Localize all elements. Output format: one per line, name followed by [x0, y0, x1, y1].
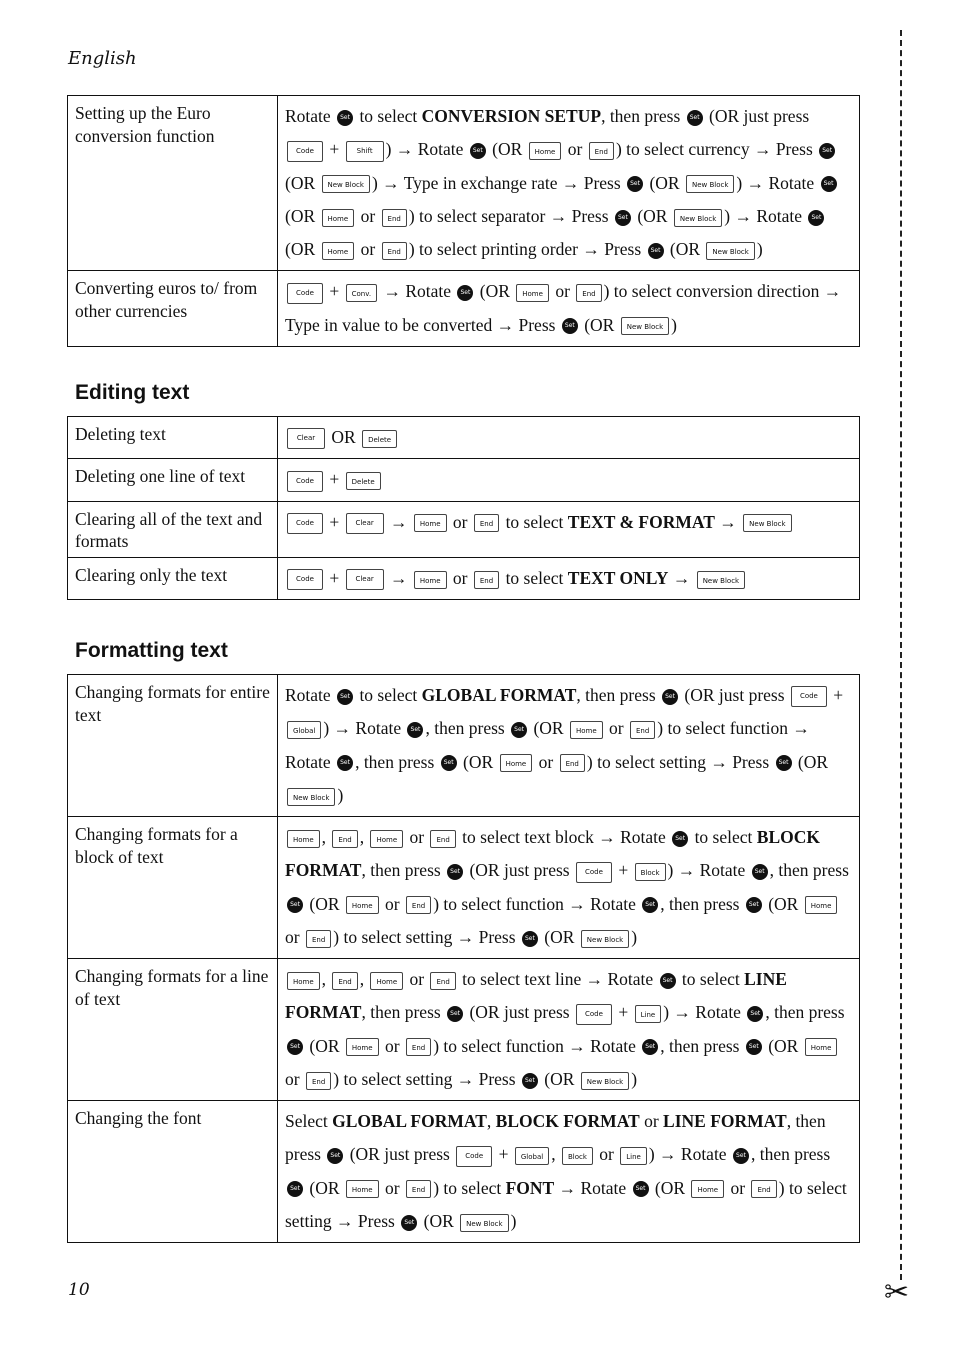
end-key-icon: End [430, 830, 455, 848]
set-button-icon: Set [672, 831, 688, 847]
row-label: Changing formats for entire text [68, 675, 278, 817]
row-label: Changing the font [68, 1101, 278, 1243]
set-button-icon: Set [401, 1215, 417, 1231]
home-key-icon: Home [691, 1180, 724, 1198]
table-row [68, 558, 860, 600]
set-button-icon: Set [642, 897, 658, 913]
home-key-icon: Home [370, 830, 403, 848]
formatting-text-table [67, 674, 860, 1243]
set-button-icon: Set [648, 243, 664, 259]
euro-conversion-table [67, 95, 860, 347]
end-key-icon: End [576, 284, 601, 302]
set-button-icon: Set [457, 285, 473, 301]
home-key-icon: Home [346, 896, 379, 914]
clear-key-icon: Clear [287, 428, 325, 449]
set-button-icon: Set [327, 1148, 343, 1164]
page-number: 10 [68, 1280, 90, 1300]
set-button-icon: Set [687, 110, 703, 126]
home-key-icon: Home [370, 972, 403, 990]
row-instructions: Home , End , Home or End to select text block → Rotate Set to select BLOCK FORMAT, then press Set (OR just press Code + Block ) → Rotate Set , then press Set (OR Home or End ) to select function → Rotate Set , then press Set (OR Home or End ) to select setting → Press Set (OR New Block ) [278, 817, 860, 959]
new-block-key-icon: New Block [743, 514, 791, 532]
set-button-icon: Set [337, 689, 353, 705]
delete-key-icon: Delete [346, 472, 381, 490]
editing-text-heading: Editing text [75, 381, 190, 404]
home-key-icon: Home [414, 571, 447, 589]
keyword: LINE FORMAT [663, 1111, 787, 1131]
end-key-icon: End [751, 1180, 776, 1198]
new-block-key-icon: New Block [581, 930, 629, 948]
home-key-icon: Home [346, 1180, 379, 1198]
end-key-icon: End [406, 896, 431, 914]
keyword: GLOBAL FORMAT [421, 685, 577, 705]
home-key-icon: Home [287, 972, 320, 990]
end-key-icon: End [406, 1180, 431, 1198]
code-key-icon: Code [287, 569, 323, 590]
new-block-key-icon: New Block [581, 1072, 629, 1090]
code-key-icon: Code [791, 686, 827, 707]
keyword: FONT [505, 1177, 555, 1198]
set-button-icon: Set [808, 210, 824, 226]
row-label: Deleting one line of text [68, 459, 278, 501]
new-block-key-icon: New Block [706, 242, 754, 260]
end-key-icon: End [474, 514, 499, 532]
home-key-icon: Home [287, 830, 320, 848]
keyword: CONVERSION SETUP [421, 106, 602, 126]
code-key-icon: Code [287, 283, 323, 304]
row-label: Deleting text [68, 417, 278, 459]
set-button-icon: Set [819, 143, 835, 159]
new-block-key-icon: New Block [621, 317, 669, 335]
set-button-icon: Set [470, 143, 486, 159]
table-row [68, 501, 860, 558]
home-key-icon: Home [805, 1038, 838, 1056]
table-row [68, 417, 860, 459]
keyword: GLOBAL FORMAT [332, 1111, 487, 1131]
end-key-icon: End [589, 142, 614, 160]
scissors-icon: ✂ [884, 1275, 910, 1310]
row-label: Clearing all of the text and formats [68, 501, 278, 558]
end-key-icon: End [382, 209, 407, 227]
cut-line [900, 30, 902, 1280]
row-instructions: Home , End , Home or End to select text line → Rotate Set to select LINE FORMAT, then press Set (OR just press Code + Line ) → Rotate Set , then press Set (OR Home or End ) to select function → Rotate Set , then press Set (OR Home or End ) to select setting → Press Set (OR New Block ) [278, 959, 860, 1101]
set-button-icon: Set [776, 755, 792, 771]
row-instructions: Select GLOBAL FORMAT, BLOCK FORMAT or LINE FORMAT, then press Set (OR just press Code + Global , Block or Line ) → Rotate Set , then press Set (OR Home or End ) to select FONT → Rotate Set (OR Home or End ) to select setting → Press Set (OR New Block ) [278, 1101, 860, 1243]
new-block-key-icon: New Block [697, 571, 745, 589]
set-button-icon: Set [821, 176, 837, 192]
table-row [68, 271, 860, 347]
keyword: BLOCK FORMAT [285, 827, 820, 881]
table-row [68, 1101, 860, 1243]
set-button-icon: Set [642, 1039, 658, 1055]
global-key-icon: Global [515, 1147, 549, 1165]
home-key-icon: Home [322, 242, 355, 260]
home-key-icon: Home [346, 1038, 379, 1056]
table-row [68, 959, 860, 1101]
home-key-icon: Home [322, 209, 355, 227]
code-key-icon: Code [576, 1004, 612, 1025]
row-label: Changing formats for a block of text [68, 817, 278, 959]
set-button-icon: Set [627, 176, 643, 192]
keyword: BLOCK FORMAT [495, 1111, 640, 1131]
set-button-icon: Set [441, 755, 457, 771]
row-instructions: Code + Clear → Home or End to select TEXT & FORMAT → New Block [278, 501, 860, 558]
delete-key-icon: Delete [362, 430, 397, 448]
home-key-icon: Home [516, 284, 549, 302]
set-button-icon: Set [660, 973, 676, 989]
keyword: TEXT ONLY [567, 568, 669, 588]
set-button-icon: Set [747, 1006, 763, 1022]
end-key-icon: End [306, 930, 331, 948]
end-key-icon: End [382, 242, 407, 260]
shift-key-icon: Shift [346, 141, 384, 162]
row-instructions: Clear OR Delete [278, 417, 860, 459]
line-key-icon: Line [635, 1005, 662, 1023]
home-key-icon: Home [570, 721, 603, 739]
new-block-key-icon: New Block [460, 1214, 508, 1232]
end-key-icon: End [406, 1038, 431, 1056]
set-button-icon: Set [447, 864, 463, 880]
set-button-icon: Set [511, 722, 527, 738]
home-key-icon: Home [529, 142, 562, 160]
row-instructions: Rotate Set to select CONVERSION SETUP, then press Set (OR just press Code + Shift ) → Rotate Set (OR Home or End ) to select currency → Press Set (OR New Block ) → Type in exchange rate → Press Set (OR New Block ) → Rotate Set (OR Home or End ) to select separator → Press Set (OR New Block ) → Rotate Set (OR Home or End ) to select printing order → Press Set (OR New Block ) [278, 96, 860, 271]
set-button-icon: Set [746, 1039, 762, 1055]
end-key-icon: End [560, 754, 585, 772]
set-button-icon: Set [746, 897, 762, 913]
set-button-icon: Set [522, 1073, 538, 1089]
end-key-icon: End [332, 972, 357, 990]
set-button-icon: Set [287, 1181, 303, 1197]
set-button-icon: Set [407, 722, 423, 738]
new-block-key-icon: New Block [322, 175, 370, 193]
set-button-icon: Set [337, 755, 353, 771]
code-key-icon: Code [287, 513, 323, 534]
code-key-icon: Code [287, 141, 323, 162]
row-label: Changing formats for a line of text [68, 959, 278, 1101]
set-button-icon: Set [633, 1181, 649, 1197]
home-key-icon: Home [805, 896, 838, 914]
end-key-icon: End [306, 1072, 331, 1090]
set-button-icon: Set [522, 931, 538, 947]
row-label: Converting euros to/ from other currencies [68, 271, 278, 347]
keyword: TEXT & FORMAT [567, 511, 715, 532]
end-key-icon: End [630, 721, 655, 739]
row-label: Clearing only the text [68, 558, 278, 600]
language-label: English [68, 48, 137, 69]
clear-key-icon: Clear [346, 569, 384, 590]
table-row [68, 675, 860, 817]
row-instructions: Code + Delete [278, 459, 860, 501]
set-button-icon: Set [752, 864, 768, 880]
home-key-icon: Home [414, 514, 447, 532]
table-row [68, 817, 860, 959]
end-key-icon: End [430, 972, 455, 990]
block-key-icon: Block [562, 1147, 593, 1165]
set-button-icon: Set [447, 1006, 463, 1022]
set-button-icon: Set [287, 897, 303, 913]
end-key-icon: End [474, 571, 499, 589]
new-block-key-icon: New Block [287, 788, 335, 806]
formatting-text-heading: Formatting text [75, 639, 228, 662]
table-row [68, 96, 860, 271]
row-instructions: Code + Clear → Home or End to select TEXT ONLY → New Block [278, 558, 860, 600]
set-button-icon: Set [615, 210, 631, 226]
set-button-icon: Set [733, 1148, 749, 1164]
table-row [68, 459, 860, 501]
block-key-icon: Block [635, 863, 666, 881]
conv-key-icon: Conv. [346, 284, 377, 302]
home-key-icon: Home [500, 754, 533, 772]
code-key-icon: Code [576, 862, 612, 883]
new-block-key-icon: New Block [674, 209, 722, 227]
line-key-icon: Line [620, 1147, 647, 1165]
row-instructions: Code + Conv. → Rotate Set (OR Home or End ) to select conversion direction → Type in value to be converted → Press Set (OR New Block ) [278, 271, 860, 347]
set-button-icon: Set [562, 318, 578, 334]
code-key-icon: Code [456, 1146, 492, 1167]
clear-key-icon: Clear [346, 513, 384, 534]
row-instructions: Rotate Set to select GLOBAL FORMAT, then press Set (OR just press Code + Global ) → Rotate Set , then press Set (OR Home or End ) to select function → Rotate Set , then press Set (OR Home or End ) to select setting → Press Set (OR New Block ) [278, 675, 860, 817]
set-button-icon: Set [662, 689, 678, 705]
set-button-icon: Set [287, 1039, 303, 1055]
global-key-icon: Global [287, 721, 321, 739]
new-block-key-icon: New Block [686, 175, 734, 193]
set-button-icon: Set [337, 110, 353, 126]
keyword: LINE FORMAT [285, 969, 787, 1023]
row-label: Setting up the Euro conversion function [68, 96, 278, 271]
editing-text-table [67, 416, 860, 600]
end-key-icon: End [332, 830, 357, 848]
code-key-icon: Code [287, 471, 323, 492]
